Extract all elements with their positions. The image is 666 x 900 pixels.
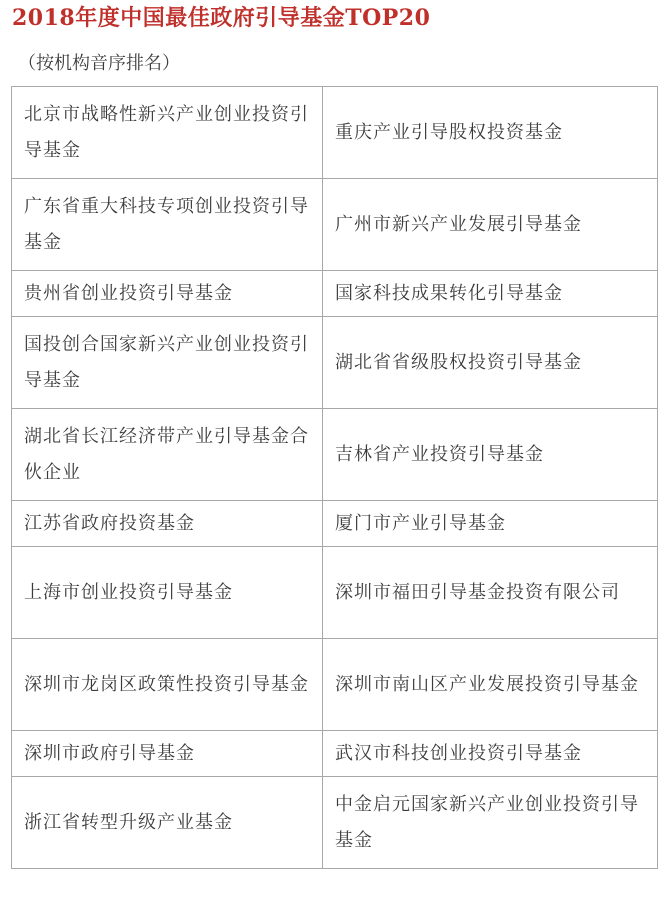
fund-name-right: 深圳市福田引导基金投资有限公司 <box>323 547 658 639</box>
table-row <box>12 179 658 271</box>
page-title: 2018年度中国最佳政府引导基金TOP20 <box>12 5 431 31</box>
fund-name-left: 贵州省创业投资引导基金 <box>12 271 323 317</box>
fund-name-left: 上海市创业投资引导基金 <box>12 547 323 639</box>
table-row <box>12 777 658 869</box>
fund-name-right: 国家科技成果转化引导基金 <box>323 271 658 317</box>
table-row <box>12 271 658 317</box>
table-row <box>12 501 658 547</box>
fund-name-right: 厦门市产业引导基金 <box>323 501 658 547</box>
fund-name-right: 中金启元国家新兴产业创业投资引导基金 <box>323 777 658 869</box>
table-row <box>12 547 658 639</box>
ranking-note: （按机构音序排名） <box>18 53 180 74</box>
fund-name-right: 重庆产业引导股权投资基金 <box>323 87 658 179</box>
fund-name-left: 北京市战略性新兴产业创业投资引导基金 <box>12 87 323 179</box>
fund-name-left: 深圳市政府引导基金 <box>12 731 323 777</box>
fund-name-right: 武汉市科技创业投资引导基金 <box>323 731 658 777</box>
fund-name-left: 深圳市龙岗区政策性投资引导基金 <box>12 639 323 731</box>
fund-name-left: 浙江省转型升级产业基金 <box>12 777 323 869</box>
table-row <box>12 731 658 777</box>
table-row <box>12 317 658 409</box>
table-row <box>12 87 658 179</box>
fund-name-left: 广东省重大科技专项创业投资引导基金 <box>12 179 323 271</box>
fund-name-right: 深圳市南山区产业发展投资引导基金 <box>323 639 658 731</box>
fund-name-right: 吉林省产业投资引导基金 <box>323 409 658 501</box>
fund-name-right: 广州市新兴产业发展引导基金 <box>323 179 658 271</box>
fund-name-left: 湖北省长江经济带产业引导基金合伙企业 <box>12 409 323 501</box>
table-row <box>12 409 658 501</box>
fund-table <box>11 86 658 869</box>
fund-name-left: 江苏省政府投资基金 <box>12 501 323 547</box>
fund-name-left: 国投创合国家新兴产业创业投资引导基金 <box>12 317 323 409</box>
fund-name-right: 湖北省省级股权投资引导基金 <box>323 317 658 409</box>
table-row <box>12 639 658 731</box>
